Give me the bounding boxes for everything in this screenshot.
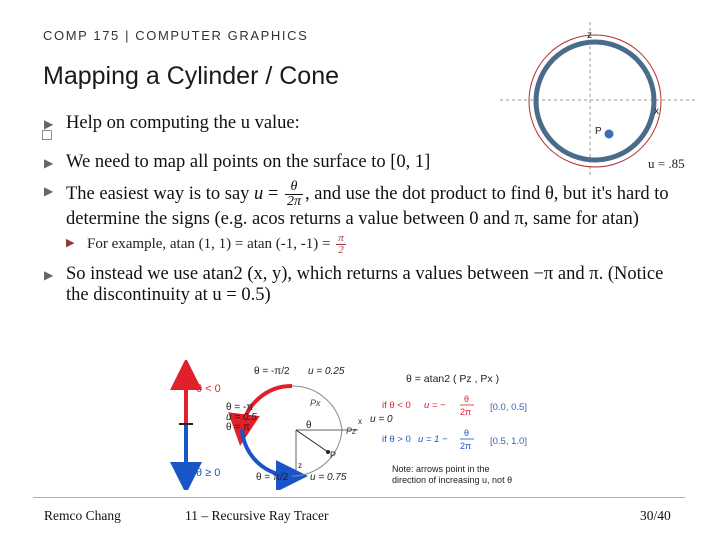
missing-glyph-box-icon: □ bbox=[42, 127, 52, 144]
sub-bullet-item bbox=[44, 233, 684, 256]
fraction-denominator: 2π bbox=[286, 194, 301, 209]
point-p-label: P bbox=[595, 126, 602, 137]
bullet-marker-icon: ▶ bbox=[44, 268, 54, 282]
footer-author: Remco Chang bbox=[44, 508, 121, 523]
cylinder-cross-section-figure bbox=[495, 22, 705, 177]
pi-over-2-fraction bbox=[336, 233, 346, 256]
u-075-label: u = 0.75 bbox=[310, 472, 347, 483]
slide-title: Mapping a Cylinder / Cone bbox=[43, 62, 339, 90]
math-eq: = bbox=[267, 183, 279, 204]
fraction-numerator: θ bbox=[285, 180, 303, 195]
point-p-marker bbox=[605, 130, 614, 139]
frac-theta-1: θ bbox=[464, 394, 470, 404]
u-eq-0-label: u = 0 bbox=[370, 414, 393, 425]
sub-bullet-marker-icon: ▶ bbox=[66, 237, 75, 249]
frac-2pi-1: 2π bbox=[460, 407, 472, 417]
frac-2pi-2: 2π bbox=[460, 441, 472, 451]
bullet-item bbox=[44, 264, 684, 306]
px-label: Px bbox=[310, 398, 321, 408]
footer-page-number: 30/40 bbox=[640, 508, 671, 523]
theta-ge-0-label: θ ≥ 0 bbox=[196, 467, 221, 479]
radius-line bbox=[296, 430, 328, 452]
u-025-label: u = 0.25 bbox=[308, 366, 345, 377]
u-05-label: u = 0.5 bbox=[226, 412, 257, 423]
u-value-label: u = .85 bbox=[648, 156, 685, 171]
if-theta-lt-0: if θ < 0 bbox=[382, 400, 411, 411]
course-header: COMP 175 | COMPUTER GRAPHICS bbox=[43, 28, 309, 43]
inner-ring bbox=[536, 42, 654, 160]
x-axis-label: x bbox=[654, 106, 659, 117]
theta-label: θ bbox=[306, 420, 312, 431]
bullet-marker-icon: ▶ bbox=[44, 156, 54, 170]
u-one-minus-formula: u = 1 − bbox=[418, 434, 448, 445]
bullet-marker-icon: ▶ bbox=[44, 184, 54, 198]
pz-label: Pz bbox=[346, 426, 357, 436]
fraction-numerator: π bbox=[338, 232, 344, 244]
theta-neg-half-pi-label: θ = -π/2 bbox=[254, 366, 290, 377]
blue-arc bbox=[242, 430, 292, 476]
atan2-formula: θ = atan2 ( Pz , Px ) bbox=[406, 373, 500, 385]
note-line-1: Note: arrows point in the bbox=[392, 464, 490, 474]
z-axis-label: z bbox=[587, 30, 592, 41]
theta-neg-pi-label: θ = -π bbox=[226, 402, 254, 413]
bullet-text: , and use the dot product to find θ, but it's hard to determine the signs (e.g. acos returns a value between 0 and π, same for atan) bbox=[66, 183, 669, 229]
bullet-text: The easiest way is to say bbox=[66, 183, 250, 204]
u-neg-formula: u = − bbox=[424, 400, 446, 411]
footer-lecture: 11 – Recursive Ray Tracer bbox=[185, 508, 329, 523]
bullet-text: We need to map all points on the surface to [0, 1] bbox=[66, 152, 431, 172]
theta-over-2pi-fraction bbox=[285, 180, 303, 209]
bullet-text: Help on computing the u value: bbox=[66, 113, 300, 133]
bullet-item bbox=[44, 180, 684, 230]
z-axis-label: z bbox=[298, 461, 302, 470]
bullet-marker-icon: ▶ bbox=[44, 117, 54, 131]
p-label: P bbox=[330, 450, 337, 460]
math-u: u bbox=[254, 183, 264, 204]
bullet-text: So instead we use atan2 (x, y), which returns a values between −π and π. (Notice the discontinuity at u = 0.5) bbox=[66, 264, 664, 305]
range-1: [0.0, 0.5] bbox=[490, 402, 527, 413]
atan2-diagram bbox=[170, 360, 550, 490]
frac-theta-2: θ bbox=[464, 428, 470, 438]
if-theta-gt-0: if θ > 0 bbox=[382, 434, 411, 445]
theta-lt-0-label: θ < 0 bbox=[196, 383, 221, 395]
fraction-denominator: 2 bbox=[338, 244, 344, 256]
outer-ring bbox=[529, 35, 661, 167]
x-axis-label: x bbox=[358, 417, 362, 426]
footer-divider bbox=[33, 497, 685, 498]
sub-bullet-text: For example, atan (1, 1) = atan (-1, -1) = bbox=[87, 235, 331, 252]
theta-half-pi-label: θ = π/2 bbox=[256, 472, 289, 483]
range-2: [0.5, 1.0] bbox=[490, 436, 527, 447]
note-line-2: direction of increasing u, not θ bbox=[392, 475, 513, 485]
theta-pi-label: θ = π bbox=[226, 422, 250, 433]
